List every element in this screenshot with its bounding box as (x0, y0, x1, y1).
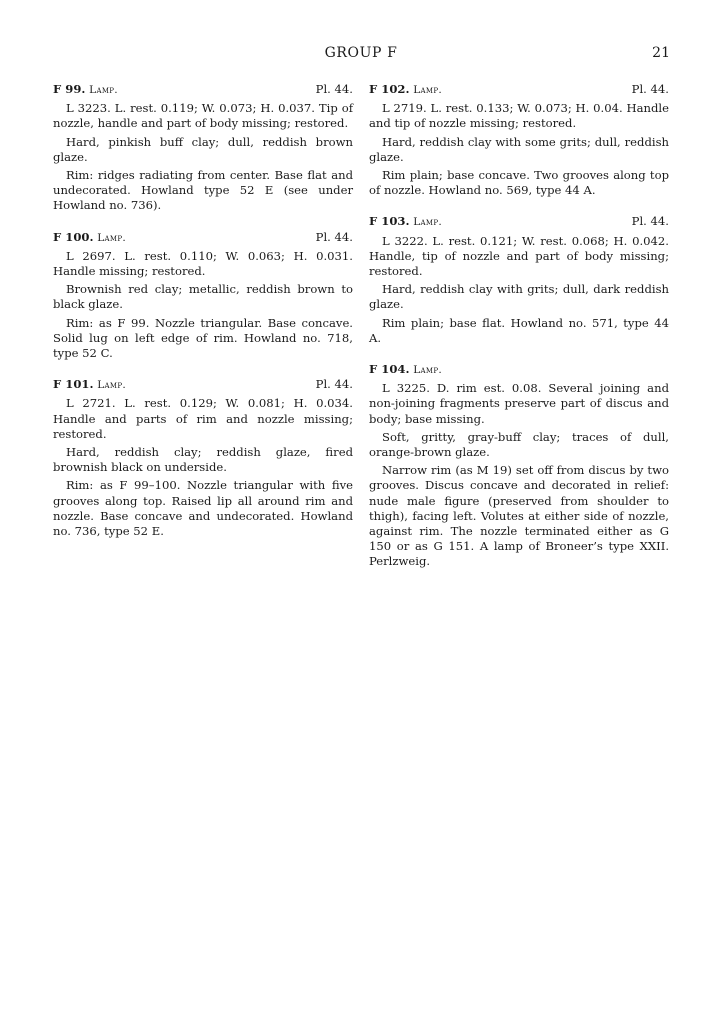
catalog-entry-f101 (53, 377, 353, 539)
catalog-entry-f100 (53, 230, 353, 362)
entry-heading (53, 230, 353, 246)
entry-inventory: L 2721. L. rest. 0.129; W. 0.081; H. 0.034. Handle and parts of rim and nozzle missing; restored. (53, 396, 353, 441)
entry-kind: Lamp. (97, 231, 127, 244)
right-column (369, 82, 669, 586)
plate-reference: Pl. 44. (315, 377, 353, 392)
entry-kind: Lamp. (413, 364, 443, 377)
catalog-entry-f102 (369, 82, 669, 198)
entry-description: Rim: as F 99. Nozzle triangular. Base concave. Solid lug on left edge of rim. Howland no. 718, type 52 C. (53, 315, 353, 361)
entry-kind: Lamp. (89, 84, 118, 96)
entry-description: Rim: as F 99–100. Nozzle triangular with five grooves along top. Raised lip all around rim and nozzle. Base concave and undecorated. Howland no. 736, type 52 E. (53, 478, 353, 539)
entry-id: F 102. (369, 82, 410, 96)
entry-heading (53, 377, 353, 393)
entry-fabric: Hard, reddish clay with some grits; dull, reddish glaze. (369, 134, 669, 164)
entry-fabric: Hard, reddish clay with grits; dull, dark reddish glaze. (369, 282, 669, 312)
entry-description: Rim: ridges radiating from center. Base flat and undecorated. Howland type 52 E (see under Howland no. 736). (53, 168, 353, 213)
group-title: GROUP F (324, 45, 398, 61)
entry-fabric: Hard, pinkish buff clay; dull, reddish brown glaze. (53, 134, 353, 164)
entry-kind: Lamp. (97, 379, 127, 392)
running-head (52, 45, 670, 65)
entry-description: Rim plain; base concave. Two grooves along top of nozzle. Howland no. 569, type 44 A. (369, 168, 669, 198)
entry-heading (369, 214, 669, 230)
entry-inventory: L 2719. L. rest. 0.133; W. 0.073; H. 0.04. Handle and tip of nozzle missing; restored. (369, 101, 669, 131)
catalog-entry-f104 (369, 362, 669, 570)
entry-id: F 101. (53, 377, 94, 392)
entry-id: F 100. (53, 229, 94, 244)
entry-id: F 104. (369, 362, 410, 377)
entry-kind: Lamp. (413, 216, 443, 229)
entry-heading (369, 82, 669, 98)
plate-reference: Pl. 44. (631, 214, 669, 229)
entry-id: F 103. (369, 214, 410, 229)
page-number: 21 (652, 45, 670, 61)
entry-inventory: L 3225. D. rim est. 0.08. Several joining and non-joining fragments preserve part of discus and body; base missing. (369, 381, 669, 426)
entry-description: Rim plain; base flat. Howland no. 571, type 44 A. (369, 315, 669, 345)
entry-heading (53, 82, 353, 98)
plate-reference: Pl. 44. (315, 82, 353, 96)
entry-id: F 99. (53, 82, 86, 96)
catalog-entry-f103 (369, 214, 669, 346)
entry-inventory: L 3223. L. rest. 0.119; W. 0.073; H. 0.037. Tip of nozzle, handle and part of body missing; restored. (53, 101, 353, 131)
entry-description: Narrow rim (as M 19) set off from discus by two grooves. Discus concave and decorated in relief: nude male figure (preserved from shoulder to thigh), facing left. Volutes at either side of nozzle, against rim. The nozzle terminated either as G 150 or as G 151. A lamp of Broneer’s type XXII. Perlzweig. (369, 463, 669, 569)
entry-fabric: Brownish red clay; metallic, reddish brown to black glaze. (53, 282, 353, 312)
entry-inventory: L 3222. L. rest. 0.121; W. rest. 0.068; H. 0.042. Handle, tip of nozzle and part of body missing; restored. (369, 233, 669, 279)
left-column (53, 82, 353, 555)
entry-kind: Lamp. (413, 84, 443, 96)
entry-fabric: Soft, gritty, gray-buff clay; traces of dull, orange-brown glaze. (369, 429, 669, 460)
entry-heading (369, 362, 669, 378)
entry-fabric: Hard, reddish clay; reddish glaze, fired brownish black on underside. (53, 445, 353, 475)
catalog-entry-f99 (53, 82, 353, 214)
plate-reference: Pl. 44. (315, 229, 353, 244)
plate-reference: Pl. 44. (631, 82, 669, 96)
entry-inventory: L 2697. L. rest. 0.110; W. 0.063; H. 0.031. Handle missing; restored. (53, 248, 353, 279)
